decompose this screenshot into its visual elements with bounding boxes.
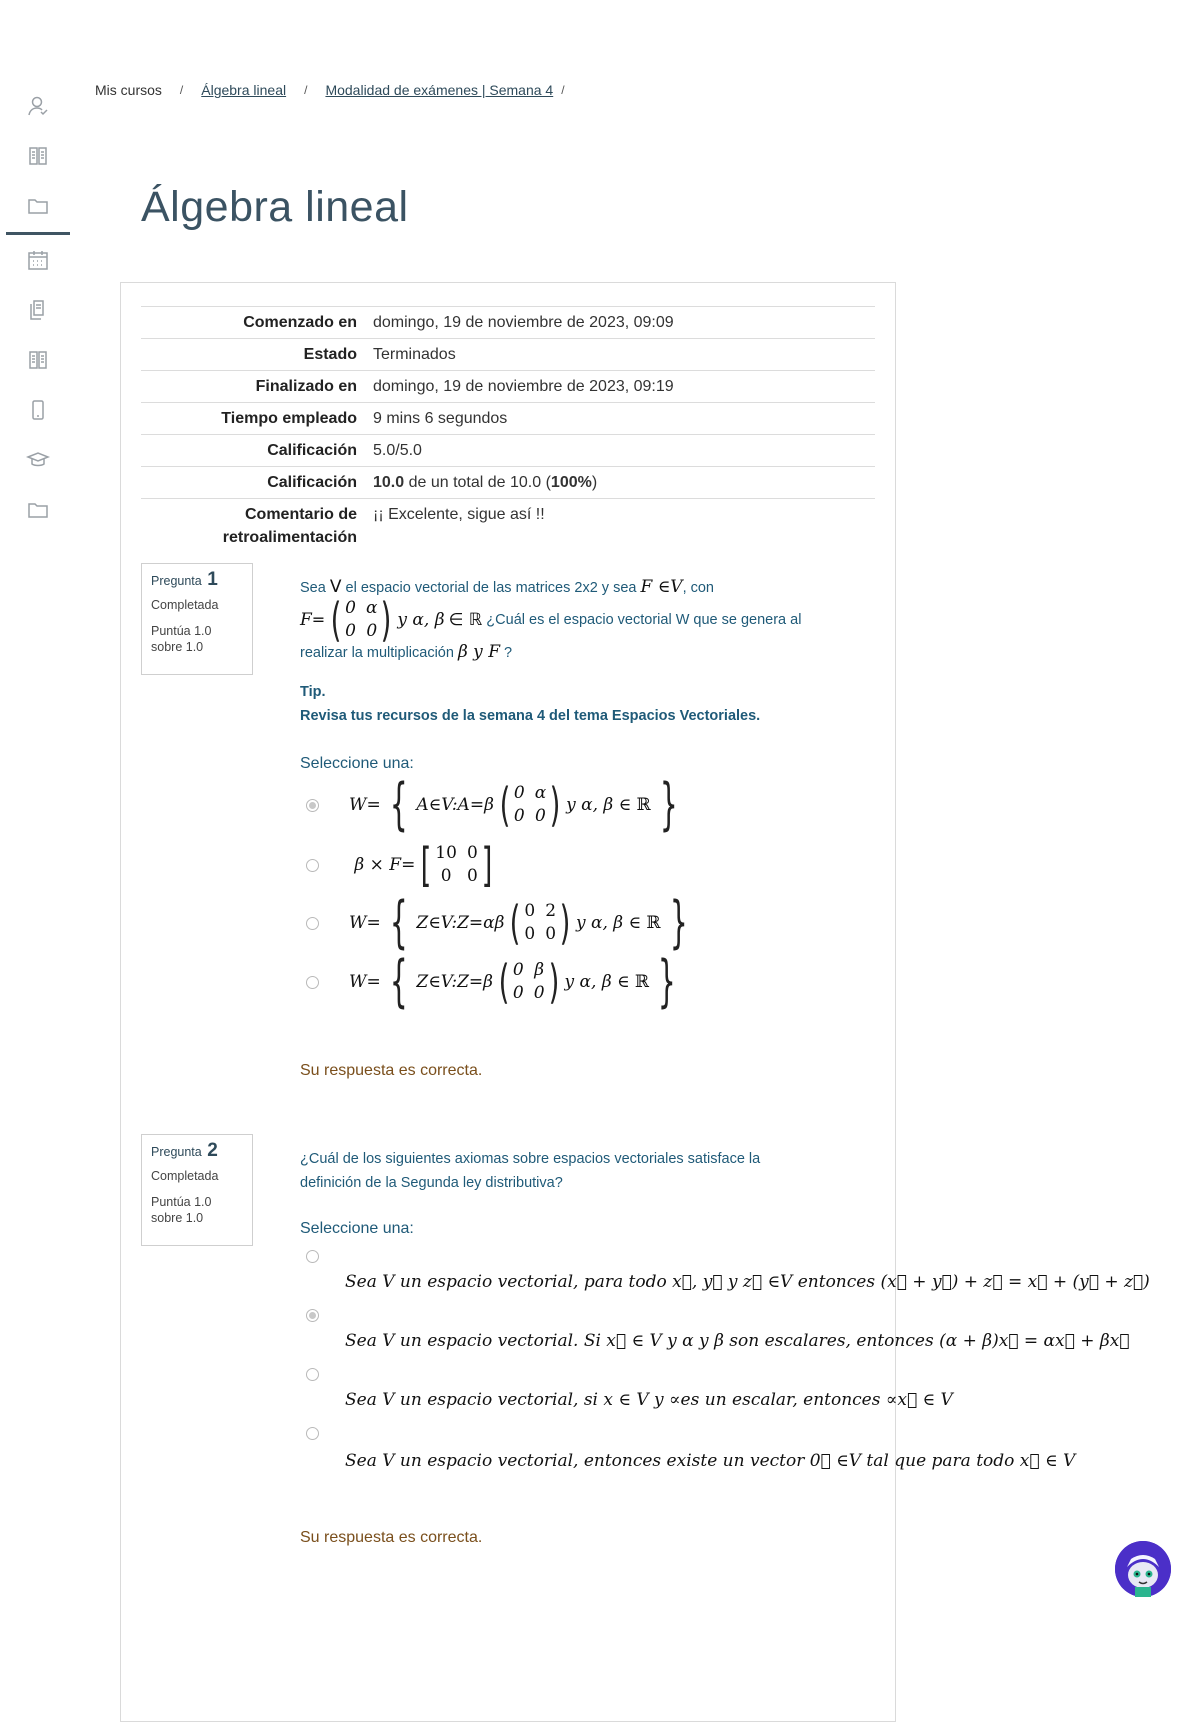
attempt-summary-table	[141, 306, 875, 553]
option-math: W = { Z ∈ V:Z = αβ ( 0 2 0 0 ) y α, β ∈ ℝ }	[349, 890, 688, 955]
option-text-clip	[340, 1390, 953, 1416]
summary-label: Estado	[141, 339, 373, 371]
summary-value: domingo, 19 de noviembre de 2023, 09:09	[373, 307, 875, 339]
radio-button[interactable]	[306, 799, 319, 812]
calendar-icon[interactable]	[22, 244, 54, 276]
tip	[300, 680, 760, 728]
mobile-icon[interactable]	[22, 394, 54, 426]
summary-label: Calificación	[141, 467, 373, 499]
answer-option[interactable]	[306, 840, 498, 890]
answer-feedback: Su respuesta es correcta.	[300, 1062, 483, 1079]
tip-title: Tip.	[300, 684, 326, 700]
radio-button[interactable]	[306, 859, 319, 872]
answer-option[interactable]	[306, 1309, 319, 1322]
question-number	[151, 1140, 243, 1161]
radio-button[interactable]	[306, 917, 319, 930]
radio-button[interactable]	[306, 1309, 319, 1322]
answer-option[interactable]	[306, 772, 686, 837]
grade-close: )	[591, 474, 598, 491]
option-math: β × F = [ 10 0 0 0 ]	[349, 838, 493, 892]
question-info-1	[141, 563, 253, 675]
folder-icon[interactable]	[22, 190, 54, 222]
question-state: Completada	[151, 598, 219, 612]
grade-percent: 100%	[550, 474, 592, 491]
summary-row	[141, 435, 875, 467]
question-label: Pregunta	[151, 1145, 202, 1159]
chatbot-avatar-icon[interactable]	[1115, 1541, 1171, 1597]
option-math: W = { A ∈ V:A = β ( 0 α 0 0 ) y α, β ∈ ℝ }	[349, 772, 678, 837]
answer-feedback: Su respuesta es correcta.	[300, 1529, 483, 1546]
summary-label: Finalizado en	[141, 371, 373, 403]
answer-option[interactable]	[306, 1368, 319, 1381]
q1-text-part: , con	[682, 580, 714, 596]
radio-button[interactable]	[306, 1250, 319, 1263]
question-grade: Puntúa 1.0 sobre 1.0	[151, 1195, 212, 1225]
summary-label: Comenzado en	[141, 307, 373, 339]
summary-row	[141, 371, 875, 403]
summary-value: Terminados	[373, 339, 875, 371]
question-number	[151, 569, 243, 590]
q1-text-part: el espacio vectorial de las matrices 2x2 y sea	[345, 580, 637, 596]
summary-value	[373, 467, 875, 499]
graduation-cap-icon[interactable]	[22, 444, 54, 476]
summary-label: Calificación	[141, 435, 373, 467]
option-text: Sea V un espacio vectorial, si x ∈ V y ∝es un escalar, entonces ∝x⃗ ∈ V	[345, 1390, 953, 1410]
summary-row	[141, 467, 875, 499]
question-info-2	[141, 1134, 253, 1246]
summary-row	[141, 499, 875, 554]
sidebar-active-indicator	[6, 232, 70, 235]
summary-value: 9 mins 6 segundos	[373, 403, 875, 435]
summary-value: 5.0/5.0	[373, 435, 875, 467]
folder-icon[interactable]	[22, 494, 54, 526]
option-text-clip	[340, 1331, 1130, 1357]
select-one-prompt: Seleccione una:	[300, 1220, 414, 1237]
grade-value: 10.0	[373, 474, 405, 491]
q1-text-part: ?	[504, 645, 513, 661]
tip-body: Revisa tus recursos de la semana 4 del tema Espacios Vectoriales.	[300, 708, 761, 724]
summary-row	[141, 403, 875, 435]
option-text-clip	[340, 1451, 1076, 1477]
user-icon[interactable]	[22, 90, 54, 122]
breadcrumb-separator: /	[179, 83, 184, 97]
breadcrumb-separator: /	[561, 83, 565, 97]
book-icon[interactable]	[22, 344, 54, 376]
breadcrumb-course[interactable]: Álgebra lineal	[201, 82, 287, 98]
question-text-2: ¿Cuál de los siguientes axiomas sobre espacios vectoriales satisface la definición de la Segunda ley distributiva?	[300, 1151, 761, 1191]
radio-button[interactable]	[306, 1368, 319, 1381]
question-state: Completada	[151, 1169, 219, 1183]
question-number-value: 1	[207, 569, 218, 590]
question-grade: Puntúa 1.0 sobre 1.0	[151, 624, 212, 654]
answer-option[interactable]	[306, 949, 685, 1014]
question-number-value: 2	[207, 1140, 218, 1161]
question-label: Pregunta	[151, 574, 202, 588]
radio-button[interactable]	[306, 1427, 319, 1440]
book-icon[interactable]	[22, 140, 54, 172]
summary-row	[141, 339, 875, 371]
q1-text-part: ¿Cuál es el espacio vectorial W que se genera al	[486, 612, 802, 628]
breadcrumb-separator: /	[304, 83, 308, 97]
option-math: W = { Z ∈ V:Z = β ( 0 β 0 0 ) y α, β ∈ ℝ }	[349, 949, 676, 1014]
q1-text-part: realizar la multiplicación	[300, 645, 454, 661]
option-text: Sea V un espacio vectorial. Si x⃗ ∈ V y α y β son escalares, entonces (α + β)x⃗ = αx⃗ + βx⃗	[345, 1331, 1130, 1351]
option-text: Sea V un espacio vectorial, para todo x⃗, y⃗ y z⃗ ∈V entonces (x⃗ + y⃗) + z⃗ = x⃗ + (y⃗ + z⃗)	[345, 1272, 1150, 1292]
radio-button[interactable]	[306, 976, 319, 989]
summary-value: domingo, 19 de noviembre de 2023, 09:19	[373, 371, 875, 403]
documents-icon[interactable]	[22, 294, 54, 326]
option-text-clip	[340, 1272, 1150, 1298]
page-title: Álgebra lineal	[141, 183, 409, 231]
breadcrumb-exam-mode[interactable]: Modalidad de exámenes | Semana 4	[325, 82, 554, 98]
summary-value: ¡¡ Excelente, sigue así !!	[373, 499, 875, 554]
select-one-prompt: Seleccione una:	[300, 755, 414, 772]
summary-label: Tiempo empleado	[141, 403, 373, 435]
breadcrumb	[95, 82, 583, 98]
answer-option[interactable]	[306, 1427, 319, 1440]
q1-text-part: Sea	[300, 580, 326, 596]
answer-option[interactable]	[306, 890, 696, 955]
summary-row	[141, 307, 875, 339]
breadcrumb-mis-cursos[interactable]: Mis cursos	[95, 82, 162, 98]
option-text: Sea V un espacio vectorial, entonces existe un vector 0⃗ ∈V tal que para todo x⃗ ∈ V	[345, 1451, 1076, 1471]
grade-total: de un total de 10.0 (	[404, 474, 551, 491]
question-text-1: Sea V el espacio vectorial de las matrices 2x2 y sea F ∈V, con F = ( 0 α 0 0 ) y α, β ∈ ℝ ¿Cuál es el espacio vectorial W que se genera al realizar la multiplicación β y F ?	[300, 577, 802, 662]
answer-option[interactable]	[306, 1250, 319, 1263]
summary-label: Comentario de retroalimentación	[141, 499, 373, 554]
